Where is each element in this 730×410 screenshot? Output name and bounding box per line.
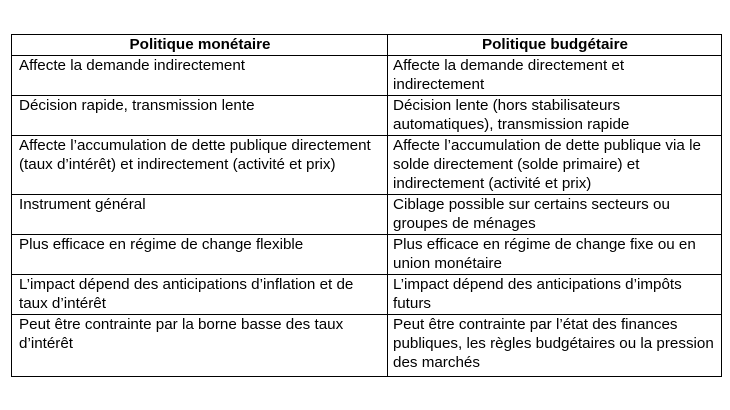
- header-fiscal-policy: Politique budgétaire: [388, 35, 722, 56]
- table-row: [12, 275, 722, 315]
- monetary-cell: Peut être contrainte par la borne basse des taux d’intérêt: [12, 315, 388, 377]
- table-row: [12, 96, 722, 136]
- monetary-cell: Décision rapide, transmission lente: [12, 96, 388, 136]
- monetary-cell: Affecte l’accumulation de dette publique directement (taux d’intérêt) et indirectement (activité et prix): [12, 136, 388, 195]
- monetary-cell: Affecte la demande indirectement: [12, 56, 388, 96]
- fiscal-cell: Affecte l’accumulation de dette publique via le solde directement (solde primaire) et indirectement (activité et prix): [388, 136, 722, 195]
- table-row: [12, 195, 722, 235]
- table-row: [12, 315, 722, 377]
- table-body: [12, 56, 722, 377]
- monetary-cell: Plus efficace en régime de change flexible: [12, 235, 388, 275]
- fiscal-cell: Affecte la demande directement et indirectement: [388, 56, 722, 96]
- table-row: [12, 56, 722, 96]
- fiscal-cell: Plus efficace en régime de change fixe ou en union monétaire: [388, 235, 722, 275]
- fiscal-cell: Peut être contrainte par l’état des finances publiques, les règles budgétaires ou la pression des marchés: [388, 315, 722, 377]
- table-row: [12, 136, 722, 195]
- monetary-cell: Instrument général: [12, 195, 388, 235]
- fiscal-cell: Décision lente (hors stabilisateurs automatiques), transmission rapide: [388, 96, 722, 136]
- header-monetary-policy: Politique monétaire: [12, 35, 388, 56]
- monetary-cell: L’impact dépend des anticipations d’inflation et de taux d’intérêt: [12, 275, 388, 315]
- comparison-table: [11, 34, 722, 377]
- header-row: [12, 35, 722, 56]
- table-row: [12, 235, 722, 275]
- table-header: [12, 35, 722, 56]
- fiscal-cell: L’impact dépend des anticipations d’impôts futurs: [388, 275, 722, 315]
- fiscal-cell: Ciblage possible sur certains secteurs ou groupes de ménages: [388, 195, 722, 235]
